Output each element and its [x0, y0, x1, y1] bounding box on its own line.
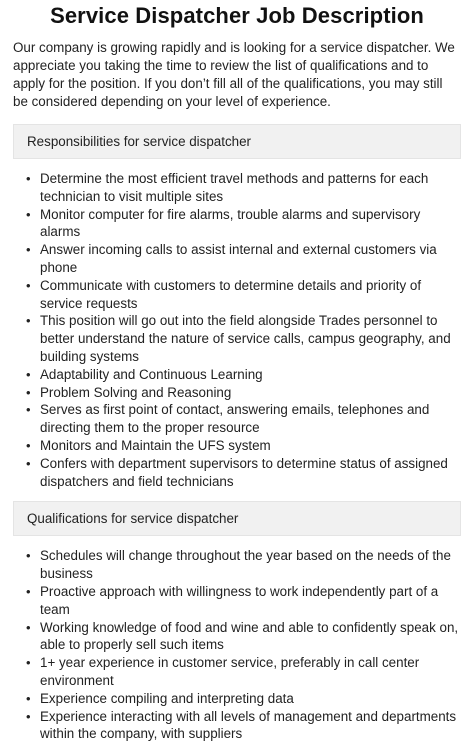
- bullet-icon: •: [26, 708, 31, 724]
- list-item: [26, 547, 461, 583]
- list-item-text: Serves as first point of contact, answering emails, telephones and directing them to the proper resource: [40, 402, 430, 436]
- bullet-icon: •: [26, 583, 31, 599]
- list-item-text: Working knowledge of food and wine and able to confidently speak on, able to properly sell such items: [40, 619, 459, 653]
- list-item: [26, 654, 461, 690]
- list-item-text: Answer incoming calls to assist internal and external customers via phone: [40, 242, 437, 275]
- responsibilities-list: [13, 170, 461, 490]
- bullet-icon: •: [26, 384, 31, 400]
- list-item: [26, 241, 461, 277]
- qualifications-heading: Qualifications for service dispatcher: [27, 511, 239, 527]
- list-item: [26, 366, 461, 384]
- qualifications-header: [13, 501, 461, 536]
- intro-paragraph: Our company is growing rapidly and is looking for a service dispatcher. We appreciate you taking the time to review the list of qualifications and to apply for the position. If you don’t fill all of the qualifications, you may still be considered depending on your level of experience.: [13, 40, 455, 109]
- responsibilities-heading: Responsibilities for service dispatcher: [27, 134, 252, 149]
- list-item-text: This position will go out into the field alongside Trades personnel to better understand the nature of service calls, campus geography, and building systems: [40, 313, 451, 364]
- list-item: [26, 312, 461, 365]
- list-item: [26, 384, 461, 402]
- list-item: [26, 206, 461, 242]
- list-item-text: Schedules will change throughout the year based on the needs of the business: [40, 548, 451, 582]
- list-item-text: Experience compiling and interpreting data: [40, 690, 294, 706]
- page-title: Service Dispatcher Job Description: [50, 3, 424, 28]
- list-item-text: Determine the most efficient travel methods and patterns for each technician to visit multiple sites: [40, 171, 429, 204]
- list-item: [26, 437, 461, 455]
- bullet-icon: •: [26, 277, 31, 293]
- bullet-icon: •: [26, 366, 31, 382]
- bullet-icon: •: [26, 690, 31, 706]
- bullet-icon: •: [26, 619, 31, 635]
- list-item-text: 1+ year experience in customer service, preferably in call center environment: [40, 655, 420, 688]
- bullet-icon: •: [26, 171, 31, 186]
- bullet-icon: •: [26, 455, 31, 471]
- bullet-icon: •: [26, 313, 31, 329]
- qualifications-list: [13, 547, 461, 743]
- list-item: [26, 619, 461, 655]
- list-item-text: Proactive approach with willingness to work independently part of a team: [40, 583, 439, 617]
- bullet-icon: •: [26, 242, 31, 258]
- bullet-icon: •: [26, 548, 31, 564]
- list-item: [26, 455, 461, 491]
- bullet-icon: •: [26, 206, 31, 222]
- list-item-text: Adaptability and Continuous Learning: [40, 366, 263, 382]
- responsibilities-header: [13, 124, 461, 159]
- list-item-text: Monitors and Maintain the UFS system: [40, 437, 271, 453]
- list-item-text: Monitor computer for fire alarms, trouble alarms and supervisory alarms: [40, 206, 421, 240]
- bullet-icon: •: [26, 437, 31, 453]
- list-item-text: Communicate with customers to determine details and priority of service requests: [40, 277, 422, 311]
- list-item: [26, 277, 461, 313]
- list-item: [26, 708, 461, 743]
- bullet-icon: •: [26, 402, 31, 418]
- list-item: [26, 583, 461, 619]
- list-item: [26, 170, 461, 206]
- list-item-text: Experience interacting with all levels of management and departments within the company, with suppliers: [40, 708, 457, 742]
- list-item-text: Confers with department supervisors to determine status of assigned dispatchers and field technicians: [40, 455, 448, 489]
- list-item: [26, 690, 461, 708]
- list-item-text: Problem Solving and Reasoning: [40, 384, 232, 400]
- bullet-icon: •: [26, 655, 31, 671]
- list-item: [26, 401, 461, 437]
